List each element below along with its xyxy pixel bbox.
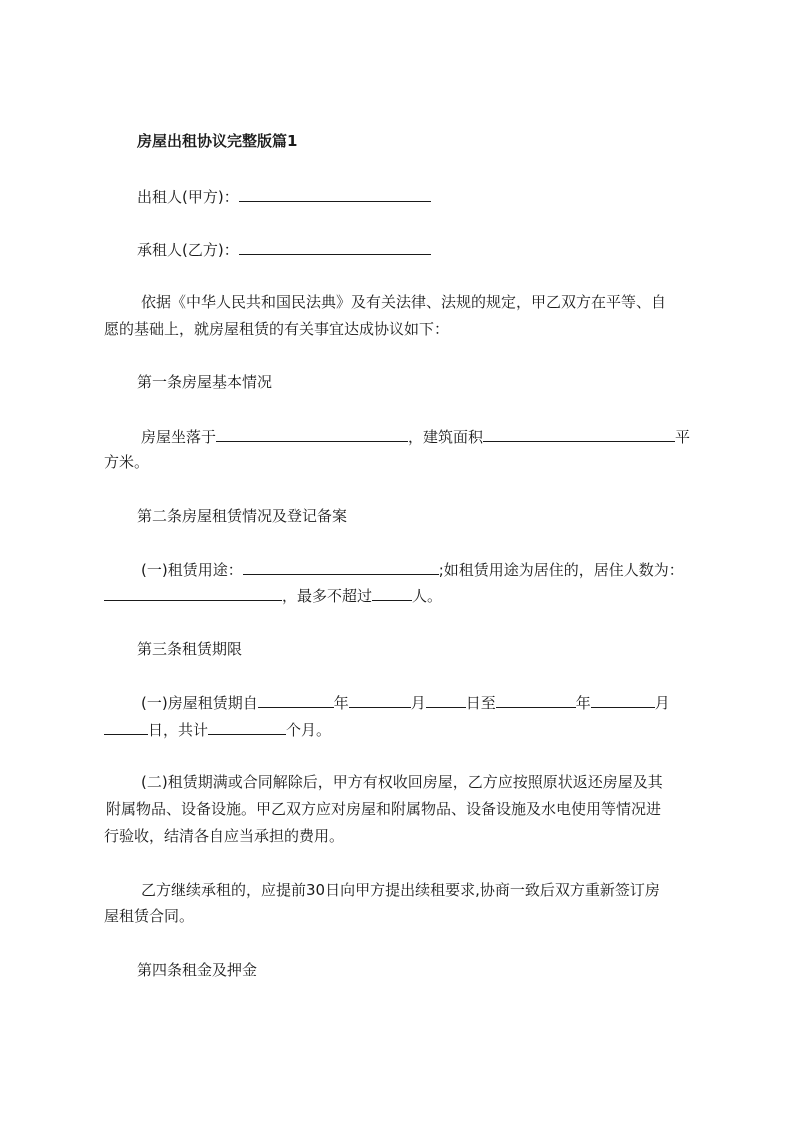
article-2-para-line-1 xyxy=(141,559,684,580)
end-year-blank xyxy=(496,692,576,708)
start-day-to-label: 日至 xyxy=(465,694,496,712)
start-day-blank xyxy=(426,692,466,708)
area-label: ，建筑面积 xyxy=(408,428,484,446)
article-3-para-2-line-1: (二)租赁期满或合同解除后，甲方有权收回房屋，乙方应按照原状返还房屋及其 xyxy=(141,773,663,791)
location-blank xyxy=(216,426,408,442)
article-2-heading: 第二条房屋租赁情况及登记备案 xyxy=(137,507,348,525)
occupants-unit: 人。 xyxy=(412,587,443,605)
max-occupants-label: ，最多不超过 xyxy=(282,587,373,605)
article-1-para-line-2: 方米。 xyxy=(104,453,150,471)
occupants-label: ;如租赁用途为居住的，居住人数为： xyxy=(438,561,684,579)
lessor-line xyxy=(137,186,431,207)
area-blank xyxy=(483,426,675,442)
end-year-label: 年 xyxy=(575,694,591,712)
article-3-para-2-line-2: 附属物品、设备设施。甲乙双方应对房屋和附属物品、设备设施及水电使用等情况进 xyxy=(106,800,662,818)
page-title: 房屋出租协议完整版篇1 xyxy=(137,132,298,150)
article-4-heading: 第四条租金及押金 xyxy=(137,961,258,979)
start-year-label: 年 xyxy=(333,694,349,712)
purpose-label: (一)租赁用途： xyxy=(141,561,243,579)
lessor-blank xyxy=(239,186,431,202)
article-3-para-2-line-3: 行验收，结清各自应当承担的费用。 xyxy=(104,827,345,845)
article-2-para-line-2 xyxy=(104,585,442,606)
term-start-label: (一)房屋租赁期自 xyxy=(141,694,258,712)
end-day-total-label: 日，共计 xyxy=(148,721,209,739)
lessee-label: 承租人(乙方)： xyxy=(137,241,239,259)
start-year-blank xyxy=(258,692,334,708)
end-month-label: 月 xyxy=(654,694,670,712)
article-3-para-3-line-1: 乙方继续承租的，应提前30日向甲方提出续租要求,协商一致后双方重新签订房 xyxy=(141,881,660,899)
end-month-blank xyxy=(591,692,655,708)
end-day-blank xyxy=(104,719,148,735)
preamble-line-2: 愿的基础上，就房屋租赁的有关事宜达成协议如下： xyxy=(104,320,450,338)
location-label: 房屋坐落于 xyxy=(141,428,217,446)
max-occupants-blank xyxy=(372,585,412,601)
start-month-label: 月 xyxy=(410,694,426,712)
article-3-heading: 第三条租赁期限 xyxy=(137,640,243,658)
article-3-para-1-line-2 xyxy=(104,719,331,740)
total-months-label: 个月。 xyxy=(286,721,332,739)
preamble-line-1: 依据《中华人民共和国民法典》及有关法律、法规的规定，甲乙双方在平等、自 xyxy=(141,293,667,311)
purpose-blank xyxy=(243,559,439,575)
article-3-para-3-line-2: 屋租赁合同。 xyxy=(104,907,195,925)
total-months-blank xyxy=(208,719,286,735)
lessee-line xyxy=(137,239,431,260)
lessee-blank xyxy=(239,239,431,255)
lessor-label: 出租人(甲方)： xyxy=(137,188,239,206)
occupants-blank xyxy=(104,585,282,601)
start-month-blank xyxy=(349,692,411,708)
article-3-para-1-line-1 xyxy=(141,692,670,713)
article-1-para-line-1 xyxy=(141,426,690,447)
article-1-heading: 第一条房屋基本情况 xyxy=(137,373,273,391)
area-unit-start: 平 xyxy=(675,428,691,446)
